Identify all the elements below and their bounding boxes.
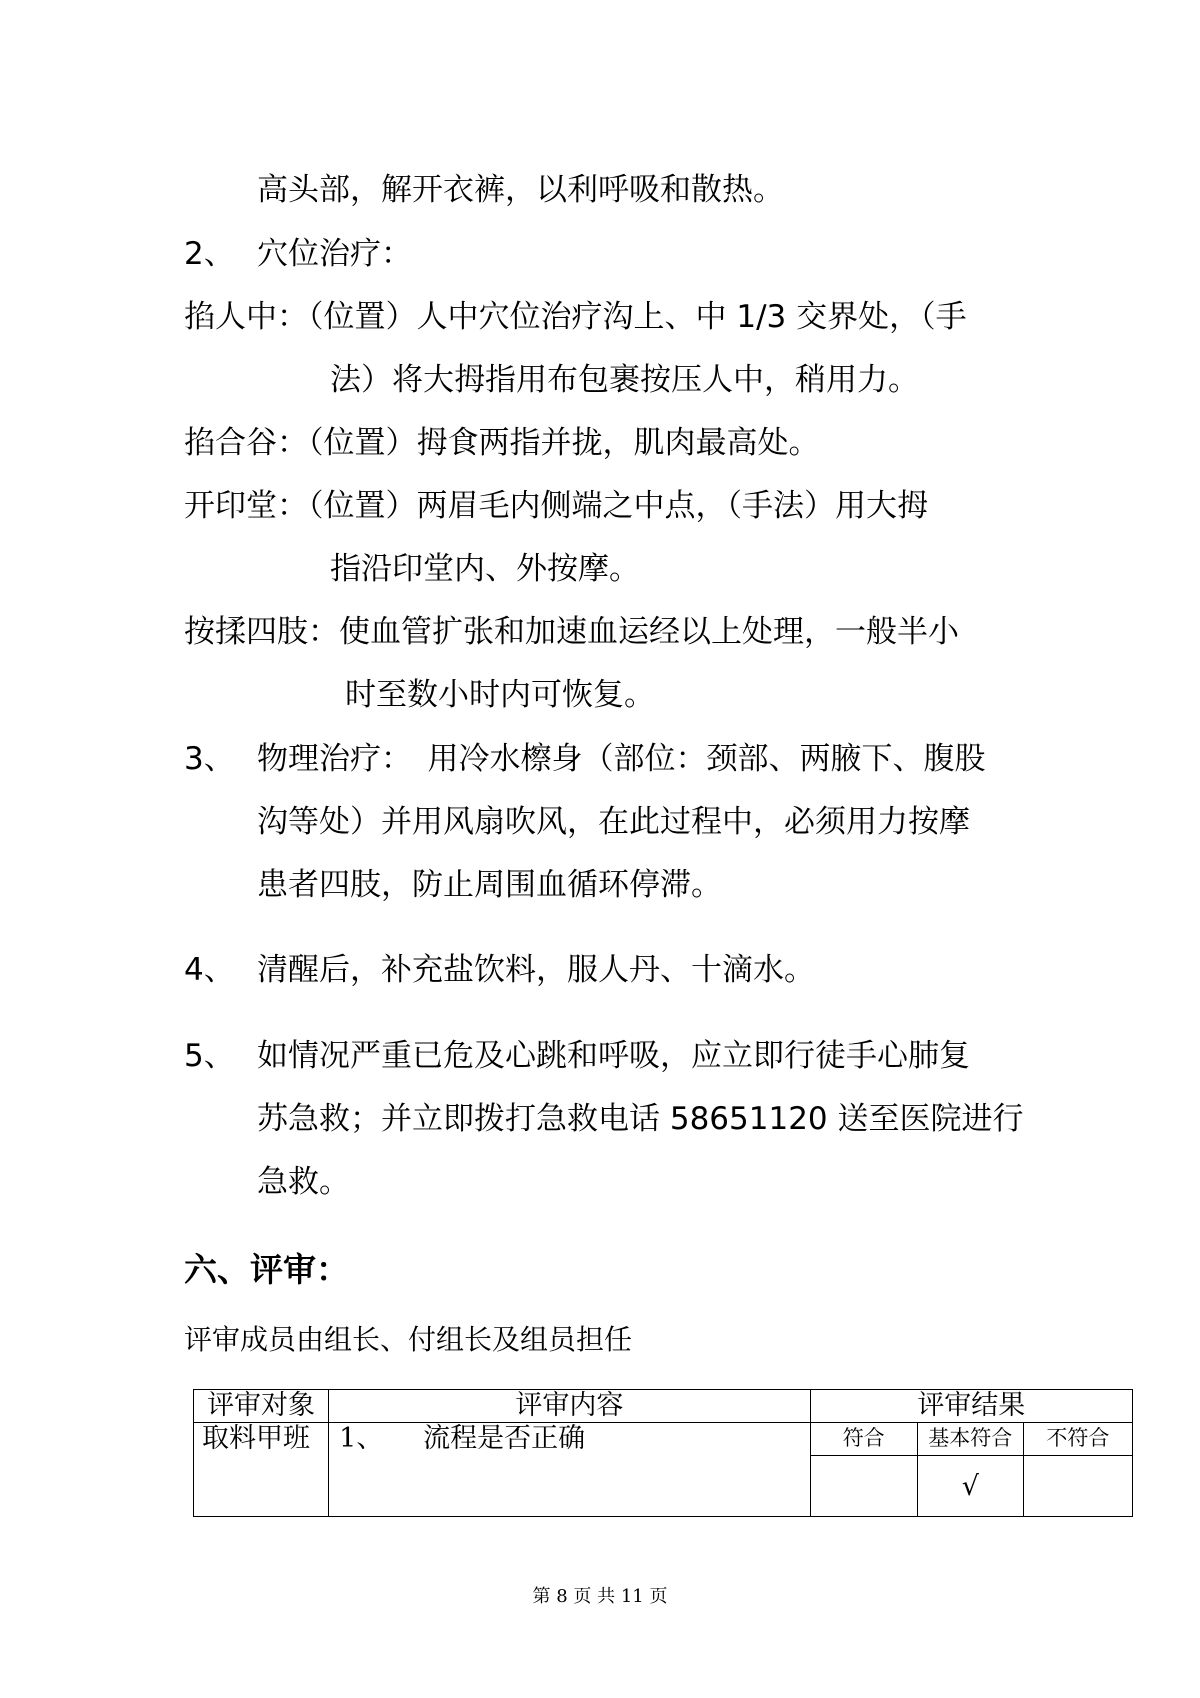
text-line: 高头部，解开衣裤，以利呼吸和散热。 xyxy=(257,172,784,208)
text-line: 患者四肢，防止周围血循环停滞。 xyxy=(257,867,722,903)
cell-nonconform xyxy=(1023,1456,1132,1517)
text-line: 掐人中：（位置）人中穴位治疗沟上、中 1/3 交界处，（手 xyxy=(184,299,967,335)
text-line: 掐合谷：（位置）拇食两指并拢，肌肉最高处。 xyxy=(184,425,820,461)
text-line: 急救。 xyxy=(257,1164,350,1200)
text-line: 穴位治疗： xyxy=(257,236,412,272)
item-number: 3、 xyxy=(184,741,235,777)
item-text: 流程是否正确 xyxy=(423,1423,586,1454)
header-content: 评审内容 xyxy=(329,1390,811,1423)
table-header-row xyxy=(194,1390,1133,1423)
subheader-basic: 基本符合 xyxy=(917,1423,1023,1456)
subheader-nonconform: 不符合 xyxy=(1023,1423,1132,1456)
text-line: 指沿印堂内、外按摩。 xyxy=(330,551,640,587)
cell-basic-check: √ xyxy=(917,1456,1023,1517)
text-line: 法）将大拇指用布包裹按压人中，稍用力。 xyxy=(330,362,919,398)
section-title: 六、评审： xyxy=(184,1250,349,1289)
header-object: 评审对象 xyxy=(194,1390,329,1423)
cell-object: 取料甲班 xyxy=(194,1423,329,1517)
text-line: 如情况严重已危及心跳和呼吸，应立即行徒手心肺复 xyxy=(257,1038,970,1074)
text-line: 开印堂：（位置）两眉毛内侧端之中点，（手法）用大拇 xyxy=(184,488,928,524)
item-number: 5、 xyxy=(184,1038,235,1074)
text-line: 时至数小时内可恢复。 xyxy=(345,677,655,713)
text-line: 按揉四肢：使血管扩张和加速血运经以上处理，一般半小 xyxy=(184,614,959,650)
review-table xyxy=(193,1389,1133,1517)
cell-conform xyxy=(810,1456,917,1517)
item-number: 4、 xyxy=(184,952,235,988)
header-result: 评审结果 xyxy=(810,1390,1132,1423)
table-row xyxy=(194,1423,1133,1456)
section-intro: 评审成员由组长、付组长及组员担任 xyxy=(184,1323,633,1356)
page-footer: 第 8 页 共 11 页 xyxy=(532,1586,668,1607)
text-line: 清醒后，补充盐饮料，服人丹、十滴水。 xyxy=(257,952,815,988)
cell-content xyxy=(329,1423,811,1517)
item-number: 2、 xyxy=(184,236,235,272)
text-line: 沟等处）并用风扇吹风，在此过程中，必须用力按摩 xyxy=(257,804,970,840)
item-number: 1、 xyxy=(339,1423,384,1454)
text-line: 物理治疗： 用冷水檫身（部位：颈部、两腋下、腹股 xyxy=(257,741,986,777)
text-line: 苏急救；并立即拨打急救电话 58651120 送至医院进行 xyxy=(257,1101,1024,1137)
subheader-conform: 符合 xyxy=(810,1423,917,1456)
